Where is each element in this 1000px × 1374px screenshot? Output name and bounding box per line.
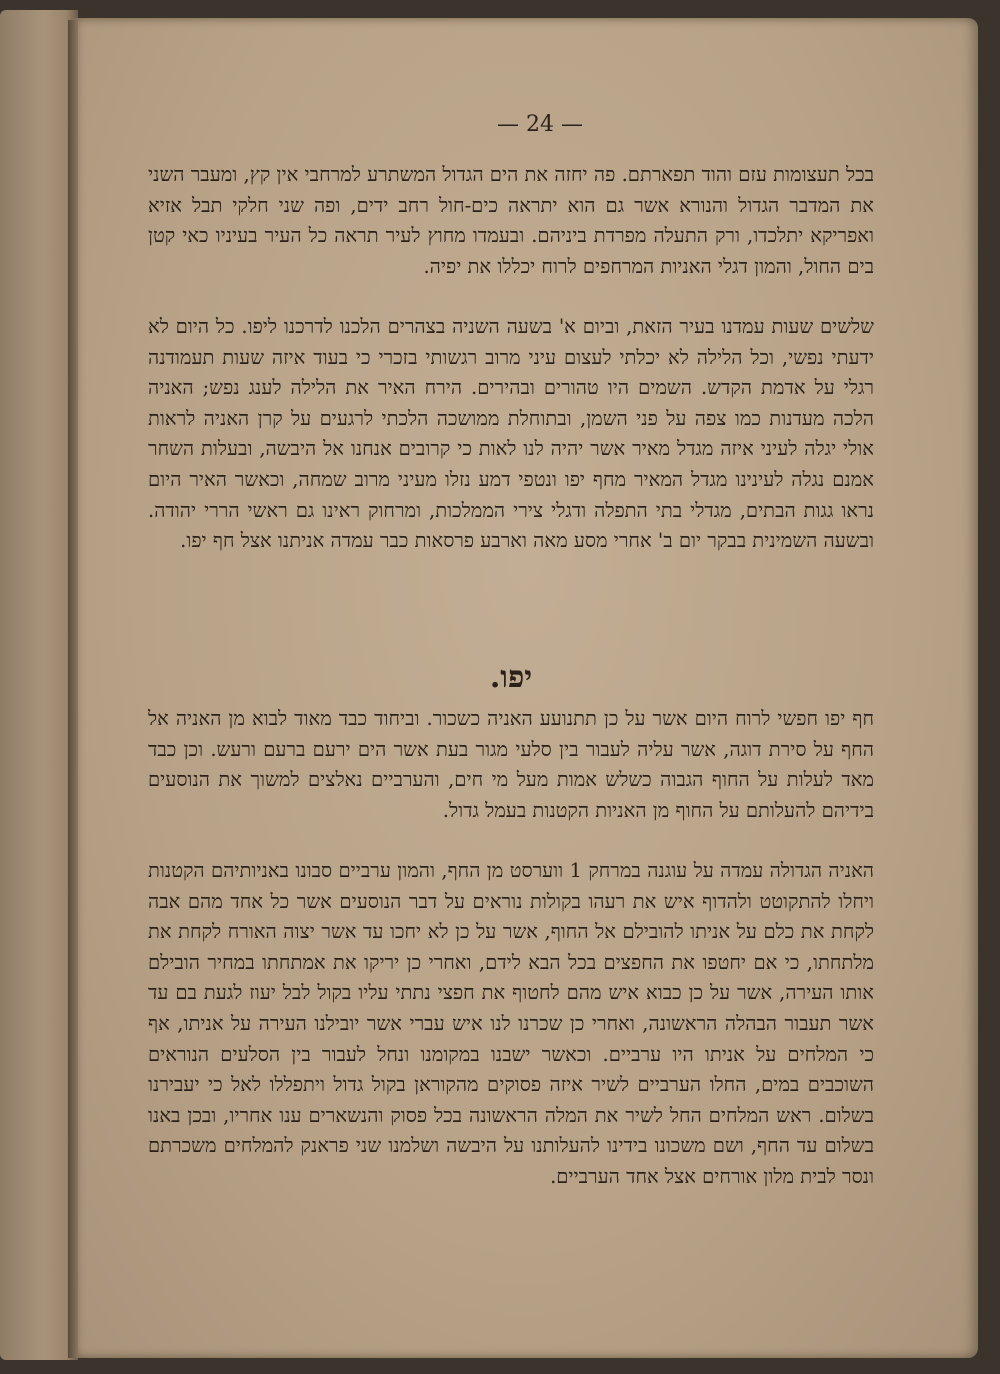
paragraph-1: בכל תעצומות עזם והוד תפארתם. פה יחזה את הים הגדול המשתרע למרחבי אין קץ, ומעבר השני את המדבר הגדול והנורא אשר גם הוא יתראה כים-חול רחב ידים, ופה שני חלקי תבל אזיא ואפריקא יתלכדו, ורק התעלה מפרדת ביניהם. ובעמדו מחוץ לעיר תראה כל העיר בעיניו כאי קטן בים החול, והמון דגלי האניות המרחפים לרוח יכללו את יפיה. [148, 163, 874, 278]
book-spine [68, 20, 78, 1358]
paragraph-2: שלשים שעות עמדנו בעיר הזאת, וביום א' בשעה השניה בצהרים הלכנו לדרכנו ליפו. כל היום לא ידעתי נפשי, וכל הלילה לא יכלתי לעצום עיני מרוב רגשותי בזכרי כי בעוד איזה שעות תעמודנה רגלי על אדמת הקדש. השמים היו טהורים ובהירים. הירח האיר את הלילה לענג נפש; האניה הלכה מעדנות כמו צפה על פני השמן, ובתוחלת ממושכה הלכתי לרגעים על קרן האניה לראות אולי יגלה לעיני איזה מגדל מאיר אשר יהיה לנו לאות כי קרובים אנחנו אל היבשה, ובעלות השחר אמנם נגלה לעינינו מגדל המאיר מחף יפו ונטפי דמע נזלו מעיני מרוב שמחה, וכאשר האיר היום נראו גגות הבתים, מגדלי בתי התפלה ודגלי צירי הממלכות, ומרחוק ראינו גם ראשי הררי יהודה. ובשעה השמינית בבקר יום ב' אחרי מסע מאה וארבע פרסאות כבר עמדה אניתנו אצל חף יפו. [148, 315, 874, 553]
page-number: — 24 — [497, 112, 583, 137]
section-heading: יפו. [489, 660, 533, 695]
previous-page-edge [0, 10, 78, 1360]
paragraph-3: חף יפו חפשי לרוח היום אשר על כן תתנועע האניה כשכור. וביחוד כבד מאוד לבוא מן האניה אל החף על סירת דוגה, אשר עליה לעבור בין סלעי מגור בעת אשר הים ירעם ברעם ורעש. וכן כבד מאד לעלות על החוף הגבוה כשלש אמות מעל מי חים, והערביים נאלצים למשוך את הנוסעים בידיהם להעלותם על החוף מן האניות הקטנות בעמל גדול. [148, 707, 874, 822]
paragraph-4: האניה הגדולה עמדה על עוגנה במרחק 1 ווערסט מן החף, והמון ערביים סבונו באניותיהם הקטנות ויחלו להתקוטט ולהדוף איש את רעהו בקולות נוראים על דבר הנוסעים אשר כל אחד מהם אבה לקחת את כלם על אניתו להובילם אל החוף, אשר על כן לא יחכו עד אשר יצוה האורח לקחת את מלתחתו, כי אם יחטפו את החפצים בכל הבא לידם, ואחרי כן יריקו את אמתחתו במחיר הובילם אותו העירה, אשר על כן כבוא איש מהם לחטוף את חפצי נתתי עליו בקול לבל יעוז לגעת בם עד אשר תעבור הבהלה הראשונה, ואחרי כן שכרנו לנו איש עברי אשר יובילנו העירה על אניתו, אף כי המלחים על אניתו היו ערביים. וכאשר ישבנו במקומנו ונחל לעבור בין הסלעים הנוראים השוכבים במים, החלו הערביים לשיר איזה פסוקים מהקוראן בקול גדול ויתפללו לאל כי יעבירנו בשלום. ראש המלחים החל לשיר את המלה הראשונה בכל פסוק והנשארים ענו אחריו, ובכן באנו בשלום עד החף, ושם משכונו בידינו להעלותנו על היבשה ושלמנו שני פראנק להמלחים משכרתם ונסר לבית מלון אורחים אצל אחד הערביים. [148, 859, 874, 1188]
